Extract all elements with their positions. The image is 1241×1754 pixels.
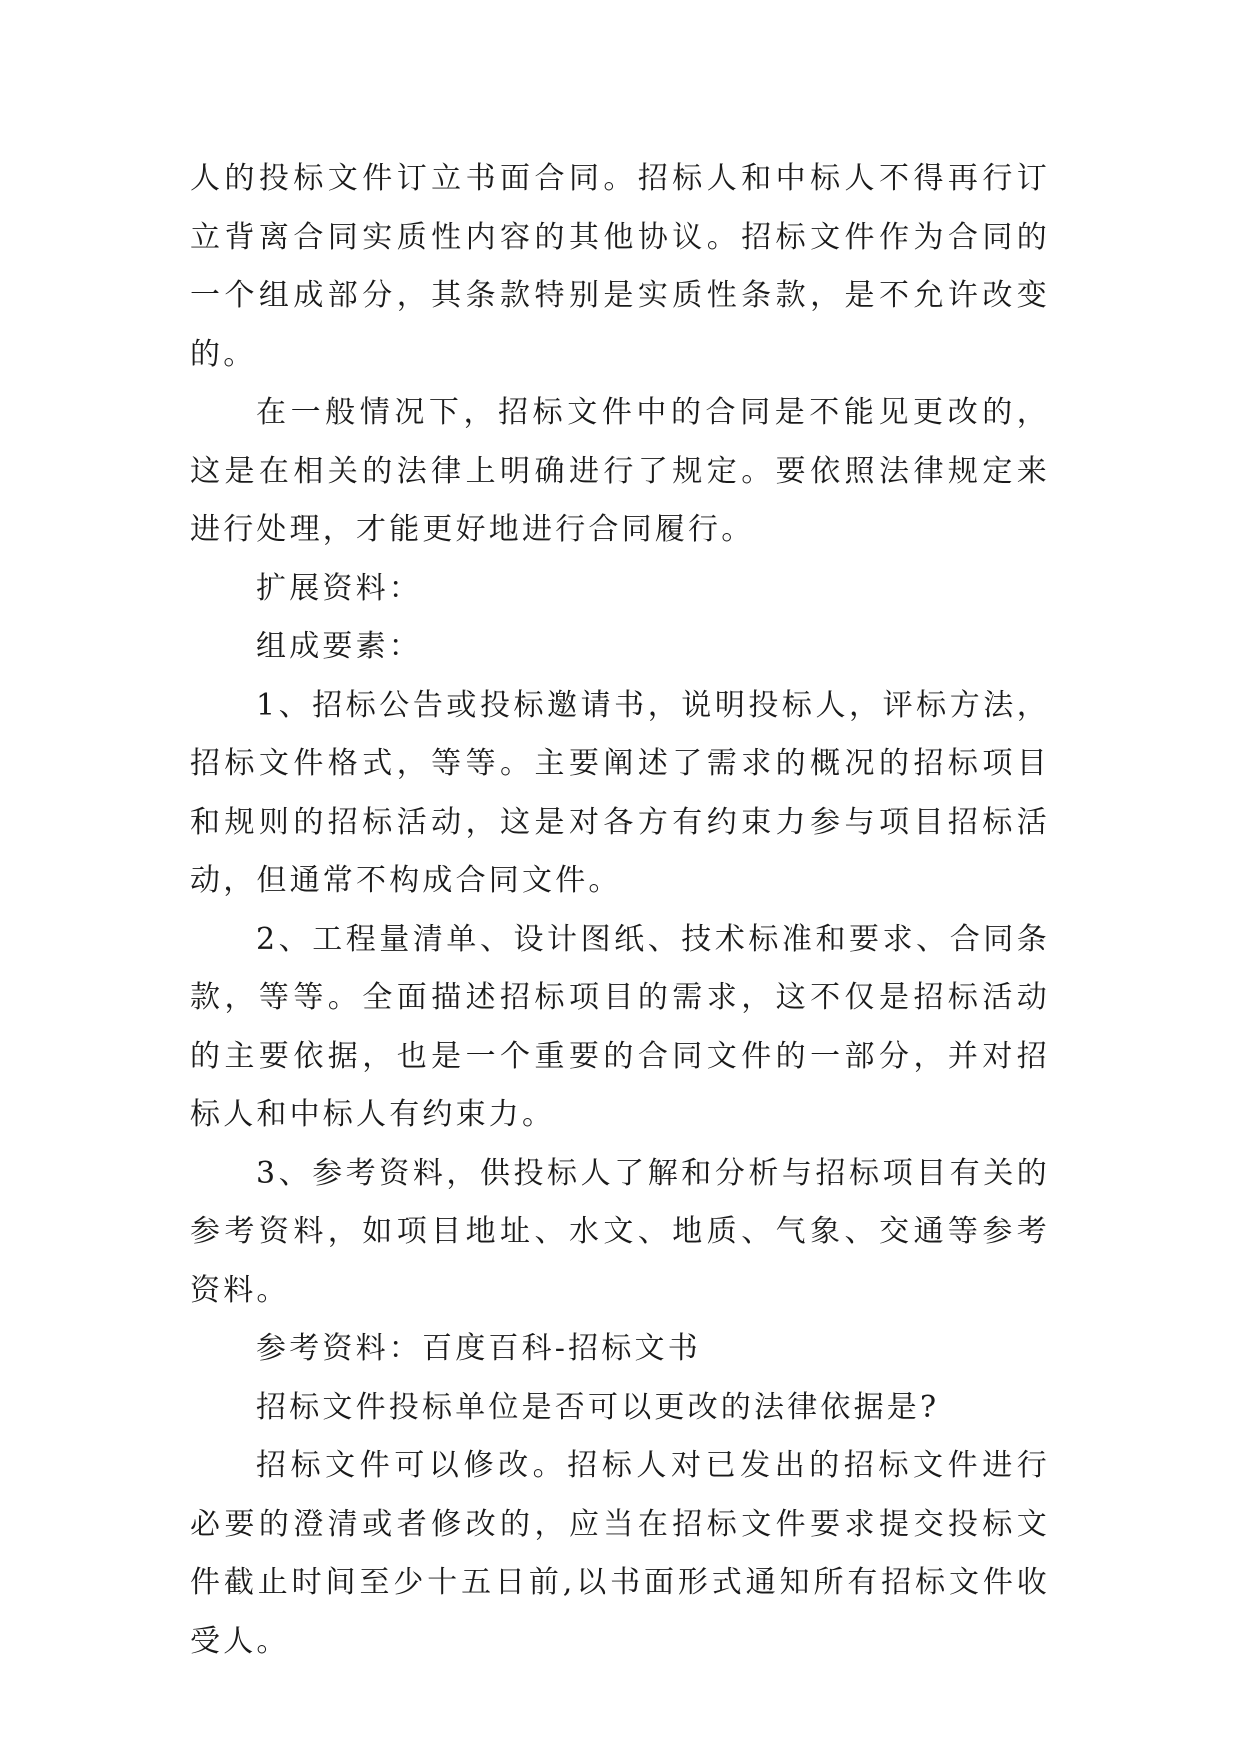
reference-source: 参考资料：百度百科-招标文书 <box>256 1331 701 1366</box>
list-item-3: 3、参考资料，供投标人了解和分析与招标项目有关的参考资料，如项目地址、水文、地质、气象、交通等参考资料。 <box>190 1155 1050 1308</box>
document-body <box>190 150 1050 1671</box>
paragraph-contract-continuation: 人的投标文件订立书面合同。招标人和中标人不得再行订立背离合同实质性内容的其他协议。招标文件作为合同的一个组成部分，其条款特别是实质性条款，是不允许改变的。 <box>190 161 1050 372</box>
paragraph-general-situation: 在一般情况下，招标文件中的合同是不能见更改的，这是在相关的法律上明确进行了规定。要依照法律规定来进行处理，才能更好地进行合同履行。 <box>190 395 1050 547</box>
list-item-2: 2、工程量清单、设计图纸、技术标准和要求、合同条款，等等。全面描述招标项目的需求，这不仅是招标活动的主要依据，也是一个重要的合同文件的一部分，并对招标人和中标人有约束力。 <box>190 921 1050 1132</box>
question-heading: 招标文件投标单位是否可以更改的法律依据是? <box>256 1389 940 1425</box>
paragraph-answer: 招标文件可以修改。招标人对已发出的招标文件进行必要的澄清或者修改的，应当在招标文件要求提交投标文件截止时间至少十五日前,以书面形式通知所有招标文件收受人。 <box>190 1448 1050 1659</box>
heading-extended-info: 扩展资料： <box>256 570 422 606</box>
heading-components: 组成要素： <box>256 629 422 664</box>
list-item-1: 1、招标公告或投标邀请书，说明投标人，评标方法，招标文件格式，等等。主要阐述了需求的概况的招标项目和规则的招标活动，这是对各方有约束力参与项目招标活动，但通常不构成合同文件。 <box>190 687 1050 898</box>
